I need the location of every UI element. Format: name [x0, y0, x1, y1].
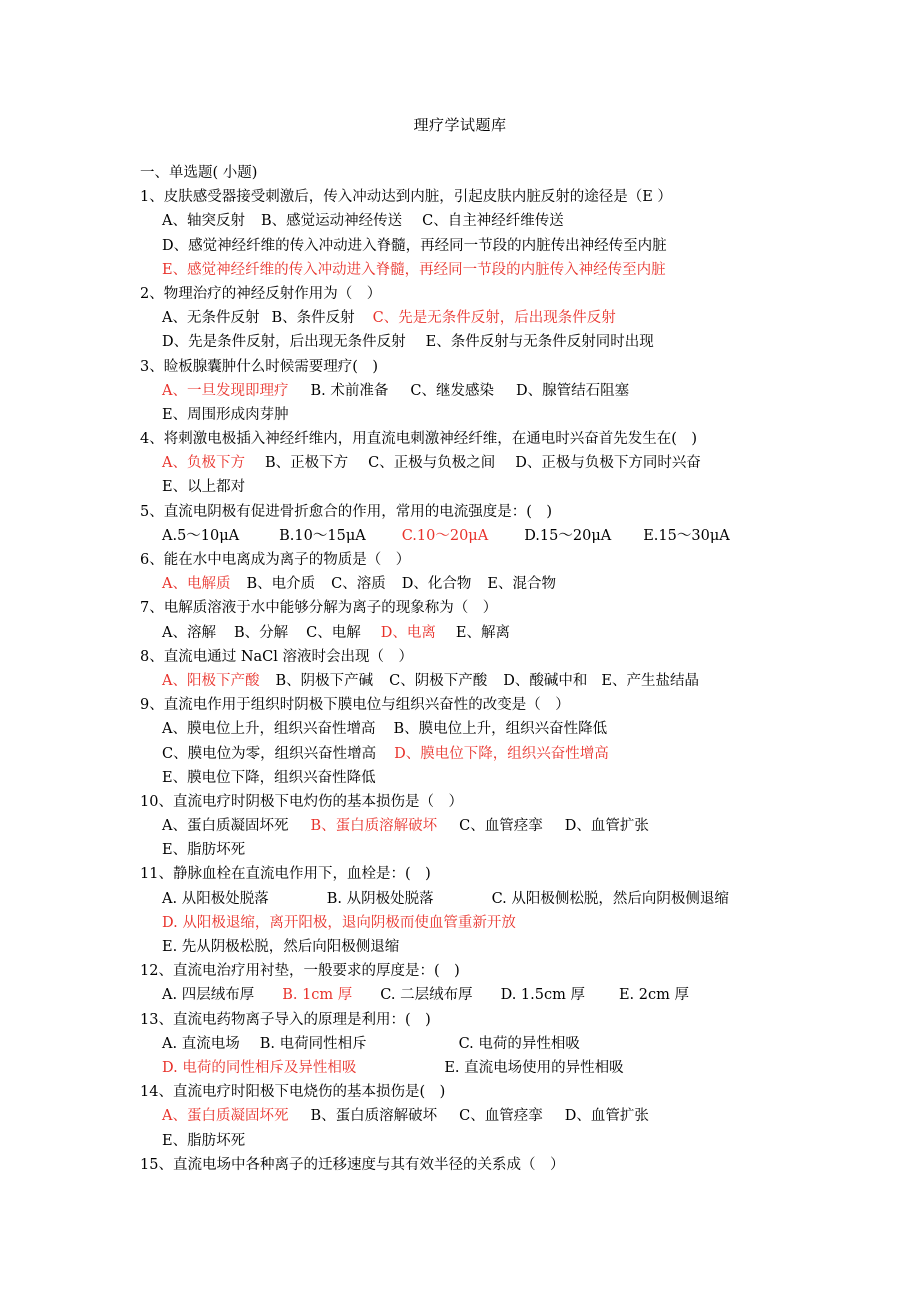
option-row [140, 717, 830, 741]
answer-option: C、膜电位为零，组织兴奋性增高 [162, 745, 377, 762]
answer-option: B.10～15μA [279, 527, 366, 544]
option-row [140, 209, 830, 233]
answer-option: B、条件反射 [271, 310, 355, 327]
option-row [140, 1032, 830, 1056]
answer-option: A、膜电位上升，组织兴奋性增高 [162, 721, 376, 738]
answer-option: B、感觉运动神经传送 [260, 213, 403, 230]
answer-option: E、脂肪坏死 [162, 842, 246, 859]
answer-option: D、腺管结石阻塞 [515, 382, 630, 399]
answer-option: D、血管扩张 [564, 818, 649, 835]
answer-option: B、蛋白质溶解破坏 [310, 1108, 438, 1125]
correct-answer-option: A、阳极下产酸 [162, 672, 260, 689]
option-row [140, 451, 830, 475]
answer-option: E、脂肪坏死 [162, 1132, 246, 1149]
correct-answer-option: A、一旦发现即理疗 [162, 382, 289, 399]
correct-answer-option: E、感觉神经纤维的传入冲动进入脊髓，再经同一节段的内脏传入神经传至内脏 [162, 261, 666, 278]
question-text: 12、直流电治疗用衬垫，一般要求的厚度是：( ) [140, 963, 460, 980]
question-text: 5、直流电阴极有促进骨折愈合的作用，常用的电流强度是：( ) [140, 503, 553, 520]
answer-option: B、膜电位上升，组织兴奋性降低 [393, 721, 608, 738]
answer-option: A、轴突反射 [162, 213, 245, 230]
question-text: 15、直流电场中各种离子的迁移速度与其有效半径的关系成（ ） [140, 1156, 565, 1173]
question-text: 9、直流电作用于组织时阴极下膜电位与组织兴奋性的改变是（ ） [140, 697, 570, 714]
answer-option: B. 电荷同性相斥 [259, 1035, 367, 1052]
answer-option: C、正极与负极之间 [368, 455, 496, 472]
option-row [140, 1129, 830, 1153]
option-row [140, 983, 830, 1007]
answer-option: A、溶解 [162, 624, 216, 641]
question-text: 2、物理治疗的神经反射作用为（ ） [140, 285, 382, 302]
answer-option: A. 直流电场 [162, 1035, 240, 1052]
answer-option: B、电介质 [246, 576, 316, 593]
correct-answer-option: A、电解质 [162, 576, 231, 593]
page-title: 理疗学试题库 [413, 116, 507, 134]
answer-option: E、膜电位下降，组织兴奋性降低 [162, 769, 376, 786]
answer-option: D、血管扩张 [564, 1108, 649, 1125]
option-row [140, 258, 830, 282]
answer-option: B、正极下方 [264, 455, 349, 472]
question-text: 11、静脉血栓在直流电作用下，血栓是：( ) [140, 866, 431, 883]
answer-option: C、血管痉挛 [459, 1108, 543, 1125]
answer-option: E、以上都对 [162, 479, 246, 496]
question-text: 7、电解质溶液于水中能够分解为离子的现象称为（ ） [140, 600, 498, 617]
option-row [140, 234, 830, 258]
answer-option: B. 从阴极处脱落 [326, 890, 434, 907]
answer-option: A. 从阳极处脱落 [162, 890, 269, 907]
answer-option: A. 四层绒布厚 [162, 987, 255, 1004]
option-row [140, 911, 830, 935]
answer-option: D、化合物 [401, 576, 472, 593]
question-text: 13、直流电药物离子导入的原理是利用：( ) [140, 1011, 431, 1028]
option-row [140, 766, 830, 790]
option-row [140, 1104, 830, 1128]
answer-option: C、溶质 [331, 576, 386, 593]
answer-option: C、继发感染 [410, 382, 494, 399]
question-text: 1、皮肤感受器接受刺激后，传入冲动达到内脏，引起皮肤内脏反射的途径是（E ） [140, 189, 672, 206]
answer-option: A.5～10μA [162, 527, 240, 544]
question-text: 6、能在水中电离成为离子的物质是（ ） [140, 552, 411, 568]
option-row [140, 935, 830, 959]
answer-option: A、无条件反射 [162, 310, 260, 327]
option-row [140, 621, 830, 645]
answer-option: A、蛋白质凝固坏死 [162, 818, 289, 835]
correct-answer-option: A、负极下方 [162, 455, 245, 472]
answer-option: B、阴极下产碱 [275, 672, 374, 689]
option-row [140, 524, 830, 548]
correct-answer-option: D、电离 [380, 624, 436, 641]
answer-option: C. 从阳极侧松脱，然后向阴极侧退缩 [491, 890, 729, 907]
answer-option: E、混合物 [487, 576, 556, 593]
section-heading: 一、单选题( 小题) [140, 165, 258, 181]
question-text: 4、将刺激电极插入神经纤维内，用直流电刺激神经纤维，在通电时兴奋首先发生在( ) [140, 431, 698, 448]
answer-option: E、周围形成肉芽肿 [162, 406, 289, 423]
option-row [140, 669, 830, 693]
answer-option: E、解离 [455, 624, 510, 641]
option-row [140, 887, 830, 911]
option-row [140, 814, 830, 838]
correct-answer-option: D、膜电位下降，组织兴奋性增高 [394, 745, 609, 762]
question-text: 10、直流电疗时阴极下电灼伤的基本损伤是（ ） [140, 793, 463, 810]
option-row [140, 379, 830, 403]
answer-option: C、自主神经纤维传送 [422, 213, 564, 230]
correct-answer-option: A、蛋白质凝固坏死 [162, 1108, 289, 1125]
correct-answer-option: D. 电荷的同性相斥及异性相吸 [162, 1059, 357, 1076]
option-row [140, 1056, 830, 1080]
option-row [140, 306, 830, 330]
answer-option: E. 先从阴极松脱，然后向阳极侧退缩 [162, 939, 400, 955]
question-text: 3、睑板腺囊肿什么时候需要理疗( ) [140, 358, 379, 375]
answer-option: B、分解 [233, 624, 289, 641]
option-row [140, 330, 830, 354]
correct-answer-option: C.10～20μA [401, 527, 489, 544]
correct-answer-option: B. 1cm 厚 [282, 987, 353, 1004]
answer-option: D、先是条件反射，后出现无条件反射 [162, 334, 406, 351]
answer-option: C、血管痉挛 [459, 818, 543, 835]
answer-option: D、感觉神经纤维的传入冲动进入脊髓，再经同一节段的内脏传出神经传至内脏 [162, 237, 667, 254]
option-row [140, 572, 830, 596]
answer-option: D.15～20μA [524, 527, 612, 544]
answer-option: C. 电荷的异性相吸 [458, 1035, 580, 1052]
answer-option: B. 术前准备 [310, 382, 389, 399]
answer-option: D. 1.5cm 厚 [500, 987, 585, 1004]
question-text: 8、直流电通过 NaCl 溶液时会出现（ ） [140, 648, 414, 665]
question-list [140, 161, 830, 1177]
answer-option: D、正极与负极下方同时兴奋 [515, 455, 701, 472]
answer-option: C. 二层绒布厚 [380, 987, 473, 1004]
option-row [140, 475, 830, 499]
answer-option: D、酸碱中和 [503, 672, 588, 689]
answer-option: E.15～30μA [643, 527, 730, 544]
correct-answer-option: B、蛋白质溶解破坏 [310, 818, 438, 835]
option-row [140, 403, 830, 427]
question-text: 14、直流电疗时阳极下电烧伤的基本损伤是( ) [140, 1084, 446, 1101]
answer-option: E、产生盐结晶 [601, 672, 699, 689]
answer-option: C、阴极下产酸 [389, 672, 488, 689]
option-row [140, 838, 830, 862]
answer-option: C、电解 [306, 624, 361, 641]
correct-answer-option: C、先是无条件反射，后出现条件反射 [372, 310, 616, 327]
answer-option: E、条件反射与无条件反射同时出现 [425, 334, 654, 351]
answer-option: E. 直流电场使用的异性相吸 [444, 1059, 624, 1076]
option-row [140, 742, 830, 766]
correct-answer-option: D. 从阳极退缩，离开阳极，退向阴极而使血管重新开放 [162, 914, 516, 931]
answer-option: E. 2cm 厚 [618, 987, 689, 1004]
